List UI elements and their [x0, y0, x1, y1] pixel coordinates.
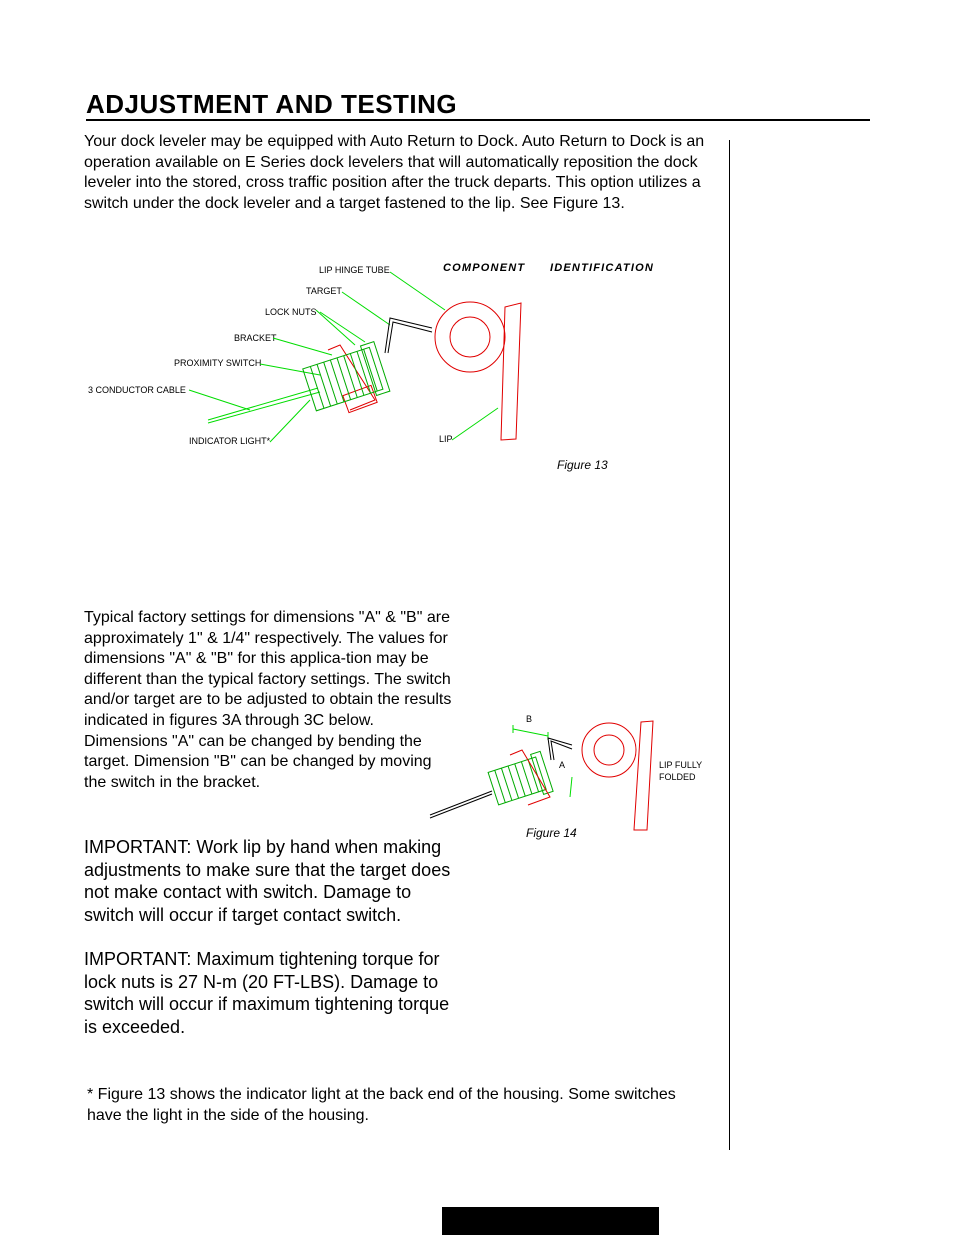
page-title: ADJUSTMENT AND TESTING [86, 89, 458, 119]
fig14-target [548, 738, 572, 760]
footnote: * Figure 13 shows the indicator light at the back end of the housing. Some switches have the light in the side of the housing. [87, 1086, 676, 1124]
label-lip: LIP [439, 434, 453, 444]
dimension-b-label: B [526, 714, 533, 724]
margin-rule [729, 140, 730, 1150]
fig13-parts [328, 302, 521, 440]
fig14-cable [430, 791, 492, 818]
intro-paragraph: Your dock leveler may be equipped with Auto Return to Dock. Auto Return to Dock is an operation available on E Series dock levelers that will automatically reposition the dock leveler into the stored, cross traffic position after the truck departs. This option utilizes a switch under the dock leveler and a target fastened to the lip. See Figure 13. [84, 133, 705, 212]
figure-14-diagram [410, 705, 720, 845]
fig14-switch-body [487, 751, 553, 808]
fig13-heading-component: COMPONENT [443, 262, 526, 274]
label-proximity-switch: PROXIMITY SWITCH [174, 358, 262, 368]
label-lock-nuts: LOCK NUTS [265, 307, 317, 317]
fig14-parts [582, 721, 653, 830]
figure-14-caption: Figure 14 [526, 826, 577, 840]
important-note-2: IMPORTANT: Maximum tightening torque for lock nuts is 27 N-m (20 FT-LBS). Damage to switch will occur if maximum tightening torque is exceeded. [84, 949, 450, 1037]
title-underline [86, 119, 870, 121]
fig13-leader-lines [189, 272, 498, 442]
figure-13-caption: Figure 13 [557, 458, 608, 472]
fig14-bracket [510, 750, 550, 805]
important-note-1: IMPORTANT: Work lip by hand when making adjustments to make sure that the target does not make contact with switch. Damage to switch will occur if target contact switch. [84, 837, 451, 925]
label-target: TARGET [306, 286, 342, 296]
typical-settings-paragraph: Typical factory settings for dimensions "A" & "B" are approximately 1" & 1/4" respectively. The values for dimensions "A" & "B" for this applica-tion may be different than the typical factory settings. The switch and/or target are to be adjusted to obtain the results indicated in figures 3A through 3C below. Dimensions "A" can be changed by bending the target. Dimension "B" can be changed by moving the switch in the bracket. [84, 609, 452, 791]
label-indicator-light: INDICATOR LIGHT* [189, 436, 271, 446]
fig13-target [385, 318, 432, 353]
lip-fully-label-line1: LIP FULLY [659, 760, 703, 770]
label-bracket: BRACKET [234, 333, 277, 343]
fig13-heading-identification: IDENTIFICATION [550, 262, 654, 274]
label-lip-hinge-tube: LIP HINGE TUBE [319, 265, 390, 275]
dimension-a-label: A [559, 760, 566, 770]
footer-bar [442, 1207, 659, 1235]
lip-fully-label-line2: FOLDED [659, 772, 696, 782]
figure-13-diagram [80, 250, 680, 480]
label-cable: 3 CONDUCTOR CABLE [88, 385, 186, 395]
